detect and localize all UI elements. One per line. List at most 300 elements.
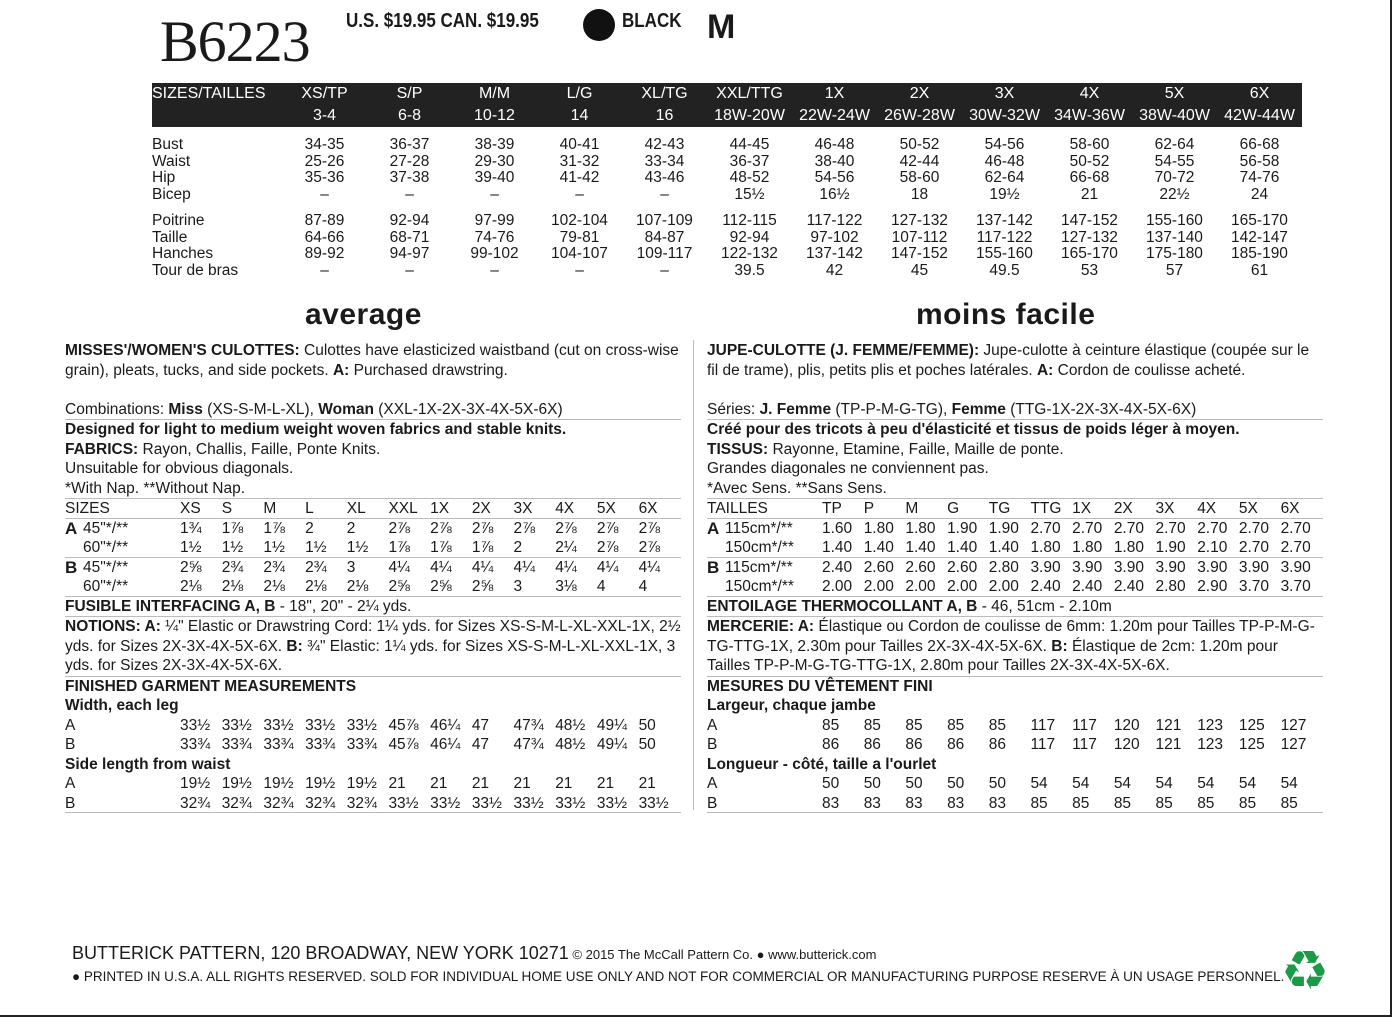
value: L	[305, 500, 314, 517]
text-block	[65, 617, 681, 677]
value: 21	[471, 775, 490, 792]
size-cell: 2X	[877, 83, 962, 105]
yardage-value: 2¾	[221, 558, 244, 576]
size-cell: 127-132	[1061, 228, 1118, 246]
size-cell: 165-170	[1231, 212, 1288, 229]
size-cell: 34-35	[304, 136, 345, 153]
value: 50	[822, 775, 840, 792]
size-row	[152, 213, 1302, 230]
size-cell: 97-102	[810, 228, 859, 246]
row-label: A	[707, 716, 718, 734]
size-cell: 27-28	[389, 152, 430, 170]
yardage-row	[707, 558, 1323, 578]
value: 33½	[388, 794, 419, 812]
row-label: TAILLES	[707, 500, 768, 517]
yardage-value: 2⅝	[388, 578, 410, 595]
yardage-value: 2¼	[555, 539, 577, 556]
value: 54	[1197, 775, 1215, 792]
yardage-value: 2⅞	[638, 519, 661, 537]
value: 86	[863, 736, 881, 753]
view-label	[65, 577, 83, 596]
value: 123	[1197, 716, 1224, 734]
yardage-value: 4¼	[596, 558, 619, 576]
text-designed: Designed for light to medium weight woven fabrics and stable knits.	[65, 421, 567, 438]
yardage-value: 1¾	[180, 519, 202, 537]
yardage-value: 3.90	[1280, 558, 1311, 576]
size-cell: 66-68	[1069, 169, 1110, 186]
text-block	[65, 479, 681, 500]
fabric-width: 45"*/**	[83, 519, 129, 537]
yardage-value: 1.40	[988, 539, 1019, 556]
text-block	[65, 696, 681, 716]
size-row	[152, 246, 1302, 263]
value: 4X	[1197, 500, 1217, 517]
text-block	[707, 755, 1323, 775]
value: 47¾	[513, 736, 544, 753]
text-a-text: Purchased drawstring.	[349, 361, 508, 379]
value: G	[947, 500, 960, 517]
size-cell: 36-37	[729, 152, 770, 170]
length-row	[707, 774, 1323, 794]
size-cell: 10-12	[452, 105, 537, 127]
value: 83	[988, 794, 1006, 812]
column-divider	[693, 340, 694, 810]
publisher-address: BUTTERICK PATTERN, 120 BROADWAY, NEW YORK 10271	[72, 943, 569, 963]
size-row	[152, 170, 1302, 187]
yardage-value: 4	[596, 578, 606, 595]
yardage-row	[707, 538, 1323, 558]
size-cell: 57	[1165, 261, 1184, 279]
size-cell: 14	[537, 105, 622, 127]
value: 32¾	[305, 794, 336, 812]
yardage-value: 3⅛	[555, 578, 577, 595]
size-cell: 38-40	[814, 152, 855, 170]
view-label	[707, 538, 725, 557]
yardage-value: 2.40	[1113, 578, 1144, 595]
text-notions-label: MERCERIE: A:	[707, 618, 815, 635]
size-cell: 31-32	[559, 152, 600, 170]
yardage-value: 2⅞	[596, 539, 619, 556]
text-fabrics: Rayon, Challis, Faille, Ponte Knits.	[138, 440, 381, 458]
row-label: A	[707, 775, 718, 792]
yardage-value: 2⅛	[221, 578, 244, 595]
size-cell: 87-89	[304, 212, 345, 229]
value: 19½	[263, 775, 294, 792]
size-cell: 54-55	[1154, 152, 1195, 170]
yardage-value: 2⅛	[180, 578, 202, 595]
measure-label: Waist	[152, 152, 191, 170]
value: 85	[1030, 794, 1048, 812]
value: 50	[988, 775, 1006, 792]
yardage-value: 1.90	[947, 519, 978, 537]
yardage-header	[65, 499, 681, 519]
text-interfacing-text: - 46, 51cm - 2.10m	[977, 597, 1112, 615]
value: 33¾	[180, 736, 211, 753]
value: 83	[947, 794, 965, 812]
text-nap: *Avec Sens. **Sans Sens.	[707, 479, 887, 497]
measure-label: Taille	[152, 228, 188, 246]
value: 54	[1280, 775, 1298, 792]
size-cell: S/P	[367, 83, 452, 105]
yardage-value: 2⅞	[638, 539, 661, 556]
value: 46¼	[430, 716, 461, 734]
text-block	[65, 440, 681, 460]
value: 49¼	[596, 716, 628, 734]
value: 85	[1238, 794, 1257, 812]
value: 48½	[555, 736, 586, 753]
yardage-value: 1⅞	[388, 539, 410, 556]
yardage-value: 1½	[221, 539, 244, 556]
yardage-row	[65, 519, 681, 539]
text-block	[707, 597, 1323, 618]
value: 125	[1238, 716, 1265, 734]
value: 85	[1280, 794, 1298, 812]
text-finished: MESURES DU VÊTEMENT FINI	[707, 677, 933, 695]
value: 33½	[346, 716, 377, 734]
view-label: A	[707, 518, 720, 538]
text-block	[707, 479, 1323, 500]
value: 32¾	[180, 794, 211, 812]
yardage-value: 3	[513, 578, 523, 595]
yardage-value: 1½	[305, 539, 327, 556]
size-row	[152, 230, 1302, 247]
size-cell: 38-39	[474, 136, 515, 153]
yardage-value: 1½	[180, 539, 202, 556]
yardage-value: 1⅞	[430, 539, 452, 556]
value: 86	[947, 736, 965, 753]
yardage-row	[65, 558, 681, 578]
value: M	[905, 500, 919, 517]
value: 83	[863, 794, 881, 812]
value: TP	[822, 500, 842, 517]
size-cell: 39.5	[734, 261, 765, 279]
value: 33¾	[263, 736, 294, 753]
text-woman: Woman	[318, 400, 374, 418]
yardage-value: 2	[513, 539, 523, 556]
value: 21	[638, 775, 656, 792]
yardage-value: 3.90	[1238, 558, 1270, 576]
text-miss-sizes: (TP-P-M-G-TG),	[831, 400, 952, 418]
yardage-row	[707, 519, 1323, 539]
yardage-value: 2.60	[863, 558, 894, 576]
yardage-value: 2.70	[1113, 519, 1144, 537]
yardage-value: 2.70	[1197, 519, 1228, 537]
text-title: MISSES'/WOMEN'S CULOTTES:	[65, 342, 300, 359]
yardage-value: 2.00	[822, 578, 853, 595]
size-cell: –	[490, 185, 499, 203]
size-cell: 92-94	[389, 212, 430, 229]
value: 3X	[1155, 500, 1175, 517]
yardage-value: 1.80	[1072, 539, 1103, 556]
text-miss: Miss	[168, 400, 203, 418]
size-cell: 137-140	[1146, 228, 1203, 246]
size-cell: M/M	[452, 83, 537, 105]
text-length-label: Side length from waist	[65, 755, 231, 773]
value: 5X	[1238, 500, 1258, 517]
size-row	[152, 263, 1302, 280]
value: 2X	[1113, 500, 1133, 517]
value: 121	[1155, 736, 1182, 753]
text-title: JUPE-CULOTTE (J. FEMME/FEMME):	[707, 342, 980, 359]
text-notions-a: Élastique ou Cordon de coulisse de 6mm: 1.20m pour Tailles TP-P-M-G-TG-TTG-1X, 2.30m pour Tailles 2X-3X-4X-5X-6X.	[707, 618, 1315, 655]
color-label: BLACK	[622, 10, 682, 32]
value: 32¾	[346, 794, 377, 812]
value: 33½	[430, 794, 461, 812]
row-label: B	[65, 794, 76, 812]
value: 3X	[513, 500, 533, 517]
view-label: B	[65, 557, 78, 577]
value: TG	[988, 500, 1011, 517]
value: P	[863, 500, 875, 517]
fabric-width: 45"*/**	[83, 558, 129, 576]
value: 85	[1113, 794, 1132, 812]
value: 117	[1030, 736, 1056, 753]
yardage-value: 1.80	[1113, 539, 1144, 556]
yardage-value: 1⅞	[263, 519, 285, 537]
row-label: B	[707, 794, 718, 812]
size-cell: 6X	[1217, 83, 1302, 105]
value: 19½	[305, 775, 336, 792]
value: 47	[471, 736, 490, 753]
spacer	[65, 380, 681, 400]
yardage-value: 1.40	[947, 539, 978, 556]
size-cell: L/G	[537, 83, 622, 105]
row-label: A	[65, 775, 76, 792]
value: 85	[947, 716, 965, 734]
size-cell: 50-52	[1069, 152, 1110, 170]
pattern-number: B6223	[160, 9, 310, 74]
yardage-value: 4¼	[388, 558, 410, 576]
text-block	[707, 440, 1323, 460]
yardage-value: 1.90	[1155, 539, 1186, 556]
size-cell: 117-122	[976, 228, 1033, 246]
yardage-value: 2.40	[822, 558, 853, 576]
size-cell: 22½	[1159, 185, 1190, 203]
size-cell: –	[660, 185, 669, 203]
size-cell: XXL/TTG	[707, 83, 792, 105]
value: 85	[1197, 794, 1215, 812]
size-cell: 122-132	[721, 245, 778, 262]
difficulty-level-fr: moins facile	[916, 298, 1096, 331]
text-fabrics-label: TISSUS:	[707, 440, 769, 458]
length-row	[65, 774, 681, 794]
size-cell: 50-52	[899, 136, 940, 153]
size-cell: 56-58	[1239, 152, 1280, 170]
size-cell: XS/TP	[282, 83, 367, 105]
measure-label: SIZES/TAILLES	[152, 83, 282, 105]
yardage-value: 2.60	[905, 558, 936, 576]
size-cell: 25-26	[304, 152, 345, 170]
row-label: B	[707, 736, 718, 753]
view-letter: M	[707, 8, 736, 46]
value: 47¾	[513, 716, 544, 734]
size-cell: 16½	[819, 185, 850, 203]
measure-label: Poitrine	[152, 212, 205, 229]
size-cell: 3X	[962, 83, 1047, 105]
size-cell: 54-56	[984, 136, 1025, 153]
size-row	[152, 187, 1302, 204]
text-notions-b: ¾" Elastic: 1¼ yds. for Sizes XS-S-M-L-XL-XXL-1X, 3 yds. for Sizes 2X-3X-4X-5X-6X.	[65, 637, 676, 674]
value: XS	[180, 500, 201, 517]
yardage-value: 2⅝	[180, 558, 202, 576]
size-cell: 127-132	[891, 212, 948, 229]
size-cell: –	[490, 261, 499, 279]
size-cell: 142-147	[1231, 228, 1288, 246]
yardage-value: 4¼	[638, 558, 661, 576]
yardage-row	[65, 538, 681, 558]
size-cell: 185-190	[1231, 245, 1288, 262]
value: 83	[822, 794, 840, 812]
size-cell: –	[405, 185, 414, 203]
value: 6X	[638, 500, 658, 517]
yardage-value: 2⅝	[471, 578, 494, 595]
width-row	[707, 716, 1323, 736]
text-unsuitable: Unsuitable for obvious diagonals.	[65, 460, 294, 477]
text-desc: Culottes have elasticized waistband (cut on cross-wise grain), pleats, tucks, and side pockets.	[65, 342, 679, 379]
size-cell: 54-56	[814, 169, 855, 186]
size-cell: 35-36	[304, 169, 345, 186]
size-cell: 42-43	[644, 136, 685, 153]
size-cell: 58-60	[899, 169, 940, 186]
yardage-value: 1.40	[822, 539, 853, 556]
fabric-width: 115cm*/**	[725, 558, 793, 576]
value: 33½	[555, 794, 586, 812]
value: 85	[1072, 794, 1090, 812]
value: 121	[1155, 716, 1182, 734]
measure-label	[152, 105, 282, 127]
text-notions-b-label: B:	[1051, 637, 1068, 655]
size-cell: 49.5	[989, 261, 1020, 279]
yardage-header	[707, 499, 1323, 519]
value: 45⅞	[388, 736, 419, 753]
size-cell: 64-66	[304, 228, 345, 246]
value: 33½	[513, 794, 544, 812]
width-row	[707, 735, 1323, 755]
text-comb-label: Séries:	[707, 400, 760, 418]
yardage-value: 1⅞	[471, 539, 494, 556]
size-cell: 26W-28W	[877, 105, 962, 127]
text-block	[65, 420, 681, 440]
value: 32¾	[221, 794, 252, 812]
size-cell: 44-45	[729, 136, 770, 153]
value: 50	[863, 775, 881, 792]
value: 117	[1030, 716, 1056, 734]
text-interfacing: FUSIBLE INTERFACING A, B	[65, 597, 276, 615]
size-cell: 43-46	[644, 169, 685, 186]
value: 2X	[471, 500, 491, 517]
yardage-value: 2¾	[305, 558, 327, 576]
text-block	[65, 400, 681, 421]
text-fabrics-label: FABRICS:	[65, 440, 139, 458]
value: 54	[1030, 775, 1048, 792]
value: 21	[596, 775, 615, 792]
value: 86	[822, 736, 840, 753]
yardage-value: 3.70	[1280, 578, 1311, 595]
yardage-row	[65, 577, 681, 597]
text-interfacing: ENTOILAGE THERMOCOLLANT A, B	[707, 597, 978, 615]
value: 33½	[596, 794, 628, 812]
size-chart	[152, 83, 1302, 279]
yardage-value: 1⅞	[221, 519, 244, 537]
size-cell: 22W-24W	[792, 105, 877, 127]
size-cell: 70-72	[1154, 169, 1195, 186]
fabric-width: 60"*/**	[83, 578, 129, 595]
value: XXL	[388, 500, 418, 517]
text-block	[707, 420, 1323, 440]
yardage-value: 1.90	[988, 519, 1019, 537]
text-length-label: Longueur - côté, taille a l'ourlet	[707, 755, 937, 773]
view-label: B	[707, 557, 720, 577]
text-comb-label: Combinations:	[65, 400, 169, 418]
size-cell: 68-71	[389, 228, 430, 246]
text-miss-sizes: (XS-S-M-L-XL),	[202, 400, 319, 418]
value: 125	[1238, 736, 1265, 753]
row-label: SIZES	[65, 500, 110, 517]
view-label: A	[65, 518, 78, 538]
size-cell: 24	[1250, 185, 1269, 203]
value: 123	[1197, 736, 1224, 753]
fabric-width: 150cm*/**	[725, 578, 794, 595]
size-cell: 102-104	[551, 212, 608, 229]
length-row	[707, 794, 1323, 814]
yardage-value: 2⅞	[596, 519, 619, 537]
copyright: © 2015 The McCall Pattern Co. ● www.butterick.com	[568, 947, 877, 962]
fabric-width: 115cm*/**	[725, 519, 793, 537]
size-cell: 61	[1250, 261, 1269, 279]
value: M	[263, 500, 277, 517]
value: 49¼	[596, 736, 628, 753]
text-block	[707, 459, 1323, 479]
value: 33½	[471, 794, 502, 812]
text-desc: Jupe-culotte à ceinture élastique (coupée sur le fil de trame), plis, petits plis et poches latérales.	[707, 342, 1310, 379]
size-cell: 48-52	[729, 169, 770, 186]
yardage-value: 3.90	[1197, 558, 1228, 576]
value: 50	[638, 736, 656, 753]
yardage-value: 2.40	[1030, 578, 1061, 595]
value: 83	[905, 794, 923, 812]
size-cell: 74-76	[474, 228, 515, 246]
value: 85	[905, 716, 923, 734]
value: 48½	[555, 716, 586, 734]
value: 33¾	[305, 736, 336, 753]
size-cell: 74-76	[1239, 169, 1280, 186]
value: 32¾	[263, 794, 294, 812]
value: 85	[1155, 794, 1173, 812]
value: 117	[1072, 716, 1097, 734]
yardage-value: 2.70	[1280, 539, 1311, 556]
size-cell: 36-37	[389, 136, 430, 153]
measure-label: Bust	[152, 136, 184, 153]
yardage-value: 2⅞	[430, 519, 452, 537]
size-cell: 109-117	[636, 245, 693, 262]
yardage-value: 2	[305, 519, 314, 537]
size-row	[152, 137, 1302, 154]
yardage-value: 2⅛	[263, 578, 285, 595]
value: 127	[1280, 716, 1307, 734]
yardage-value: 4¼	[555, 558, 577, 576]
yardage-value: 2⅞	[555, 519, 577, 537]
value: 33½	[305, 716, 336, 734]
yardage-value: 2.00	[863, 578, 894, 595]
text-block	[65, 755, 681, 775]
value: 50	[947, 775, 965, 792]
size-cell: 18	[910, 185, 929, 203]
size-cell: 37-38	[389, 169, 430, 186]
size-cell: –	[405, 261, 414, 279]
width-row	[65, 735, 681, 755]
value: 33½	[263, 716, 294, 734]
yardage-value: 1.40	[863, 539, 894, 556]
